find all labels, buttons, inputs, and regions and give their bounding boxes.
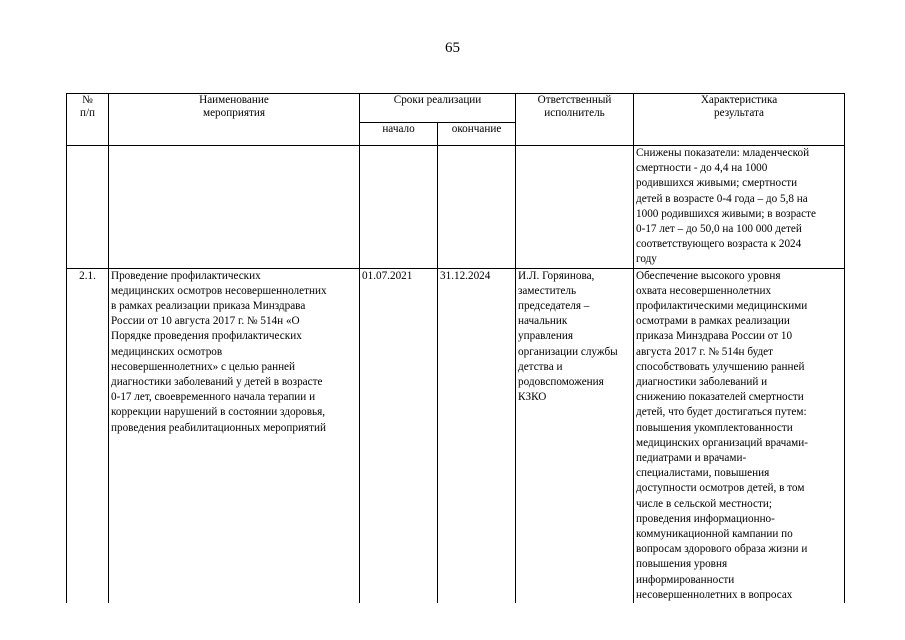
cell-name: Проведение профилактических медицинских осмотров несовершеннолетних в рамках реализации приказа Минздрава России от 10 августа 2017 г. № 514н «О Порядке проведения профилактических медицинских осмотров несовершеннолетних» с целью ранней диагностики заболеваний у детей в возрасте 0-17 лет, своевременного начала терапии и коррекции нарушений в состоянии здоровья, проведения реабилитационных мероприятий: [109, 268, 360, 603]
cell-name: [109, 146, 360, 269]
table-row: [67, 268, 845, 603]
header-name: Наименование мероприятия: [109, 94, 360, 146]
cell-result: Обеспечение высокого уровня охвата несовершеннолетних профилактическими медицинскими осмотрами в рамках реализации приказа Минздрава России от 10 августа 2017 г. № 514н будет способствовать улучшению ранней диагностики заболеваний и снижению показателей смертности детей, что будет достигаться путем: повышения укомплектованности медицинских организаций врачами- педиатрами и врачами- специалистами, повышения доступности осмотров детей, в том числе в сельской местности; проведения информационно- коммуникационной кампании по вопросам здорового образа жизни и повышения уровня информированности несовершеннолетних в вопросах: [634, 268, 845, 603]
cell-responsible: [516, 146, 634, 269]
page-number: 65: [445, 40, 460, 56]
activities-table: [66, 93, 845, 603]
cell-start: [360, 146, 438, 269]
table-row: [67, 146, 845, 269]
cell-end: 31.12.2024: [438, 268, 516, 603]
cell-result: Снижены показатели: младенческой смертности - до 4,4 на 1000 родившихся живыми; смертности детей в возрасте 0-4 года – до 5,8 на 1000 родившихся живыми; в возрасте 0-17 лет – до 50,0 на 100 000 детей соответствующего возраста к 2024 году: [634, 146, 845, 269]
header-row: [67, 94, 845, 123]
header-start: начало: [360, 123, 438, 146]
cell-responsible: И.Л. Горяинова, заместитель председателя – начальник управления организации службы детства и родовспоможения КЗКО: [516, 268, 634, 603]
cell-num: [67, 146, 109, 269]
header-period: Сроки реализации: [360, 94, 516, 123]
header-responsible: Ответственный исполнитель: [516, 94, 634, 146]
cell-end: [438, 146, 516, 269]
header-end: окончание: [438, 123, 516, 146]
header-num: № п/п: [67, 94, 109, 146]
cell-start: 01.07.2021: [360, 268, 438, 603]
header-result: Характеристика результата: [634, 94, 845, 146]
cell-num: 2.1.: [67, 268, 109, 603]
